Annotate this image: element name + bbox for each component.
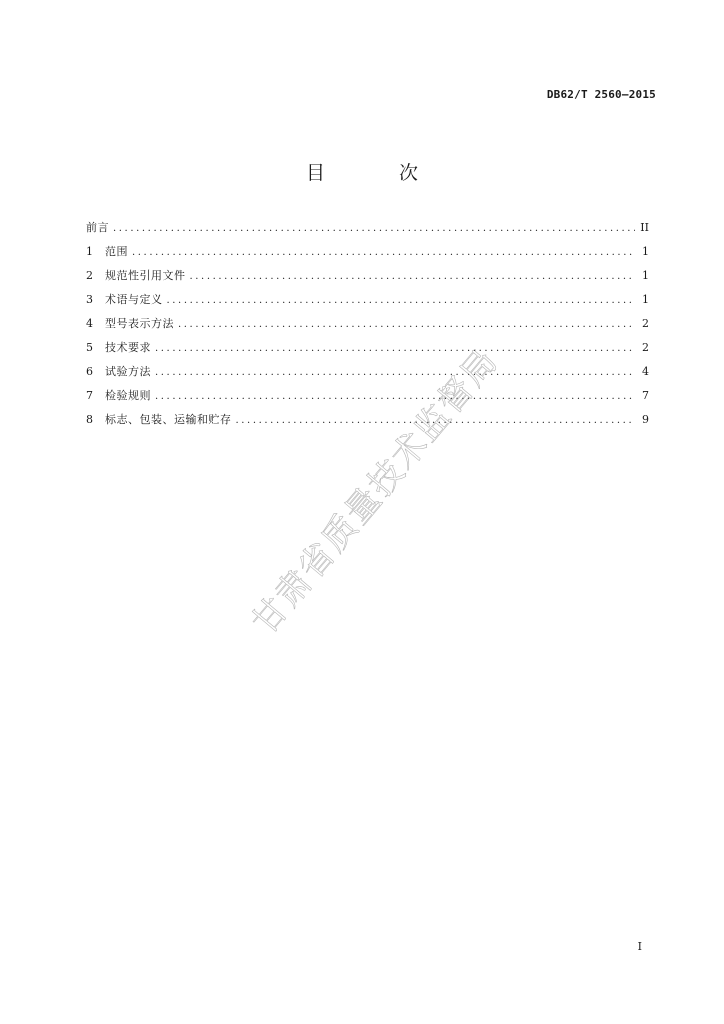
toc-entry-number: 2 (86, 269, 93, 282)
toc-entry-test-methods[interactable] (86, 363, 649, 387)
page-number: I (637, 940, 642, 953)
toc-entry-label: 技术要求 (105, 341, 151, 354)
toc-entry-normative-references[interactable] (86, 267, 649, 291)
toc-entry-number: 4 (86, 317, 93, 330)
toc-entry-label: 标志、包装、运输和贮存 (105, 413, 232, 426)
toc-entry-label: 规范性引用文件 (105, 269, 186, 282)
toc-leader-dots (167, 295, 636, 306)
toc-entry-page: 1 (642, 269, 649, 282)
toc-entry-terms-definitions[interactable] (86, 291, 649, 315)
toc-entry-label: 试验方法 (105, 365, 151, 378)
toc-entry-label: 检验规则 (105, 389, 151, 402)
toc-leader-dots (190, 271, 636, 282)
toc-leader-dots (236, 415, 636, 426)
toc-entry-scope[interactable] (86, 243, 649, 267)
toc-entry-page: 1 (642, 293, 649, 306)
page-title: 目 次 (305, 162, 453, 184)
watermark-text: 甘肃省质量技术监督局 (244, 340, 507, 643)
toc-leader-dots (155, 391, 635, 402)
toc-leader-dots (178, 319, 635, 330)
toc-entry-page: 1 (642, 245, 649, 258)
toc-entry-inspection-rules[interactable] (86, 387, 649, 411)
toc-leader-dots (155, 367, 635, 378)
toc-entry-foreword[interactable] (86, 219, 649, 243)
toc-leader-dots (155, 343, 635, 354)
toc-entry-page: II (640, 221, 649, 234)
toc-leader-dots (113, 223, 635, 234)
toc-entry-model-designation[interactable] (86, 315, 649, 339)
toc-entry-label: 范围 (105, 245, 128, 258)
toc-entry-number: 3 (86, 293, 93, 306)
toc-entry-number: 8 (86, 413, 93, 426)
toc-entry-label: 前言 (86, 221, 109, 234)
toc-entry-number: 6 (86, 365, 93, 378)
toc-entry-page: 4 (642, 365, 649, 378)
table-of-contents (86, 219, 649, 435)
toc-entry-label: 型号表示方法 (105, 317, 174, 330)
toc-entry-number: 5 (86, 341, 93, 354)
toc-entry-number: 7 (86, 389, 93, 402)
toc-entry-page: 9 (642, 413, 649, 426)
toc-entry-technical-requirements[interactable] (86, 339, 649, 363)
toc-entry-page: 2 (642, 317, 649, 330)
toc-leader-dots (132, 247, 635, 258)
standard-code: DB62/T 2560—2015 (546, 88, 656, 101)
toc-entry-marking-packaging[interactable] (86, 411, 649, 435)
toc-entry-number: 1 (86, 245, 93, 258)
toc-entry-page: 7 (642, 389, 649, 402)
toc-entry-page: 2 (642, 341, 649, 354)
toc-entry-label: 术语与定义 (105, 293, 163, 306)
